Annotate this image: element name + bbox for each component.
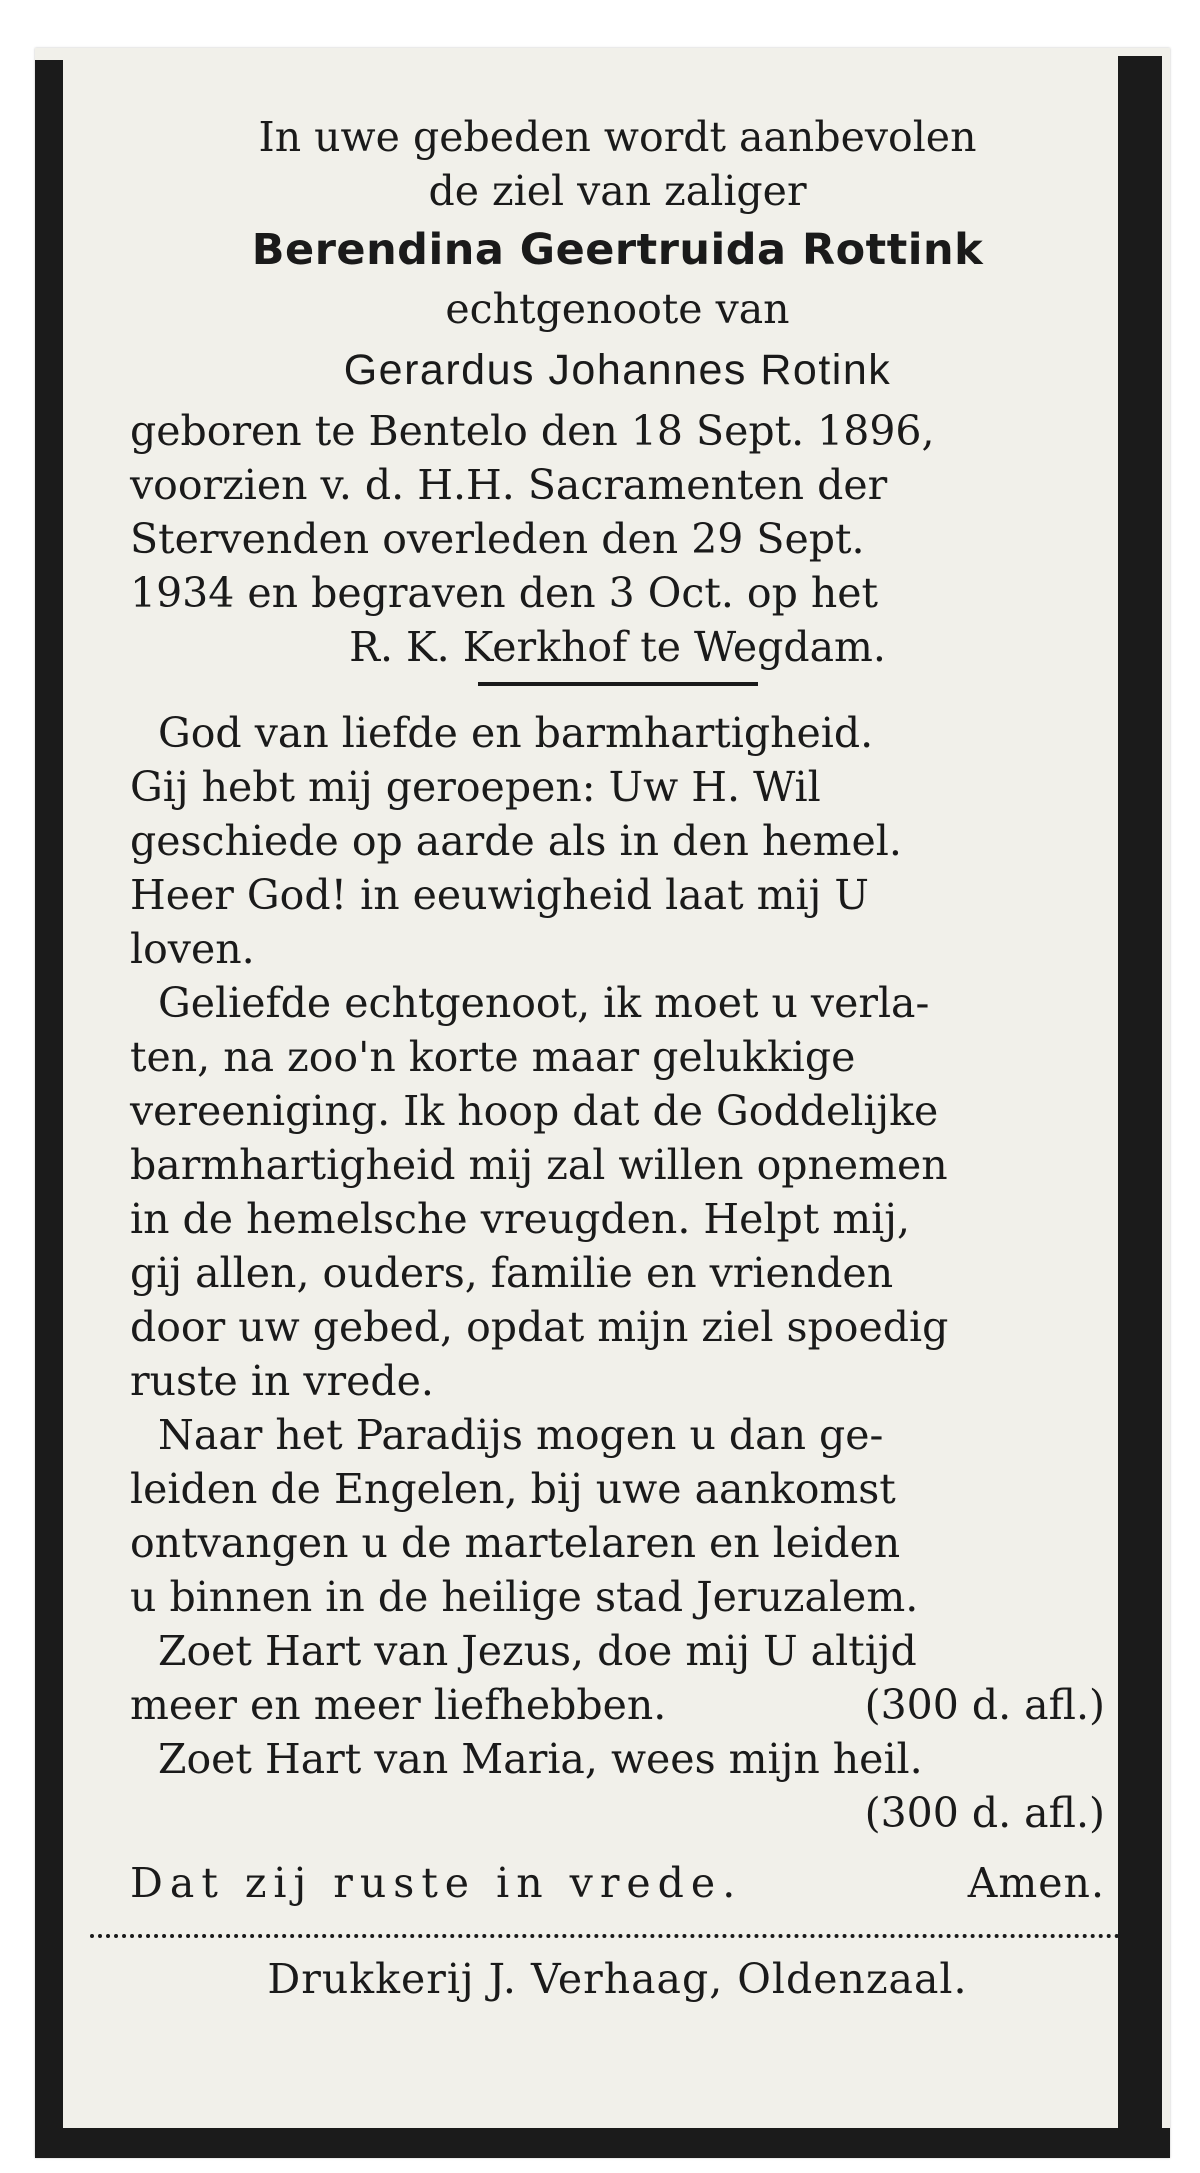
invocation-jesus [130,1624,1105,1732]
relation-line: echtgenoote van [445,285,790,333]
biography-line: 1934 en begraven den 3 Oct. op het [130,569,879,617]
prayer-paragraph-2 [130,976,1105,1408]
printer-credit: Drukkerij J. Verhaag, Oldenzaal. [267,1955,968,2003]
invocation-text: meer en meer liefhebben. [130,1681,667,1729]
invocation-line-2 [130,1678,1105,1732]
prayer-line: barmhartigheid mij zal willen opnemen [130,1141,948,1189]
prayer-line: door uw gebed, opdat mijn ziel spoedig [130,1303,949,1351]
prayer-line: Gij hebt mij geroepen: Uw H. Wil [130,763,821,811]
prayer-line: gij allen, ouders, familie en vrienden [130,1249,894,1297]
biography-line: Stervenden overleden den 29 Sept. [130,515,865,563]
prayer-line: geschiede op aarde als in den hemel. [130,817,902,865]
prayer-paragraph-1 [130,706,1105,976]
biography-line: R. K. Kerkhof te Wegdam. [349,623,886,671]
prayer-line: loven. [130,925,255,973]
mourning-border-bottom [35,2128,1170,2158]
prayer-line: ten, na zoo'n korte maar gelukkige [130,1033,856,1081]
indulgence-note: (300 d. afl.) [864,1681,1105,1729]
invocation-line: Zoet Hart van Jezus, doe mij U altijd [158,1627,917,1675]
prayer-line: ruste in vrede. [130,1357,434,1405]
prayer-line: in de hemelsche vreugden. Helpt mij, [130,1195,911,1243]
prayer-line: Heer God! in eeuwigheid laat mij U [130,871,869,919]
prayer-line: Geliefde echtgenoot, ik moet u verla- [158,979,930,1027]
card-content [130,110,1105,2006]
prayer-line: God van liefde en barmhartigheid. [158,709,874,757]
mourning-border-right [1118,56,1162,2151]
closing-line [130,1856,1105,1910]
prayer-line: Naar het Paradijs mogen u dan ge- [158,1411,884,1459]
invocation-line: Zoet Hart van Maria, wees mijn heil. [158,1735,923,1783]
intro-line-1: In uwe gebeden wordt aanbevolen [258,113,977,161]
prayer-line: leiden de Engelen, bij uwe aankomst [130,1465,896,1513]
prayer-line: vereeniging. Ik hoop dat de Goddelijke [130,1087,939,1135]
closing-prayer: Dat zij ruste in vrede. [130,1859,743,1907]
biography-line: geboren te Bentelo den 18 Sept. 1896, [130,407,935,455]
biography-block [130,404,1105,674]
memorial-card [35,48,1170,2158]
prayer-paragraph-3 [130,1408,1105,1624]
dotted-divider [90,1934,1120,1938]
deceased-name: Berendina Geertruida Rottink [251,225,984,275]
spouse-name: Gerardus Johannes Rotink [343,346,892,394]
indulgence-note: (300 d. afl.) [864,1789,1105,1837]
separator-rule [478,682,758,686]
prayer-line: ontvangen u de martelaren en leiden [130,1519,901,1567]
mourning-border-left [35,60,63,2150]
invocation-maria [130,1732,1105,1840]
intro-line-2: de ziel van zaliger [428,167,807,215]
amen-text: Amen. [967,1859,1105,1907]
biography-line: voorzien v. d. H.H. Sacramenten der [130,461,888,509]
prayer-line: u binnen in de heilige stad Jeruzalem. [130,1573,919,1621]
